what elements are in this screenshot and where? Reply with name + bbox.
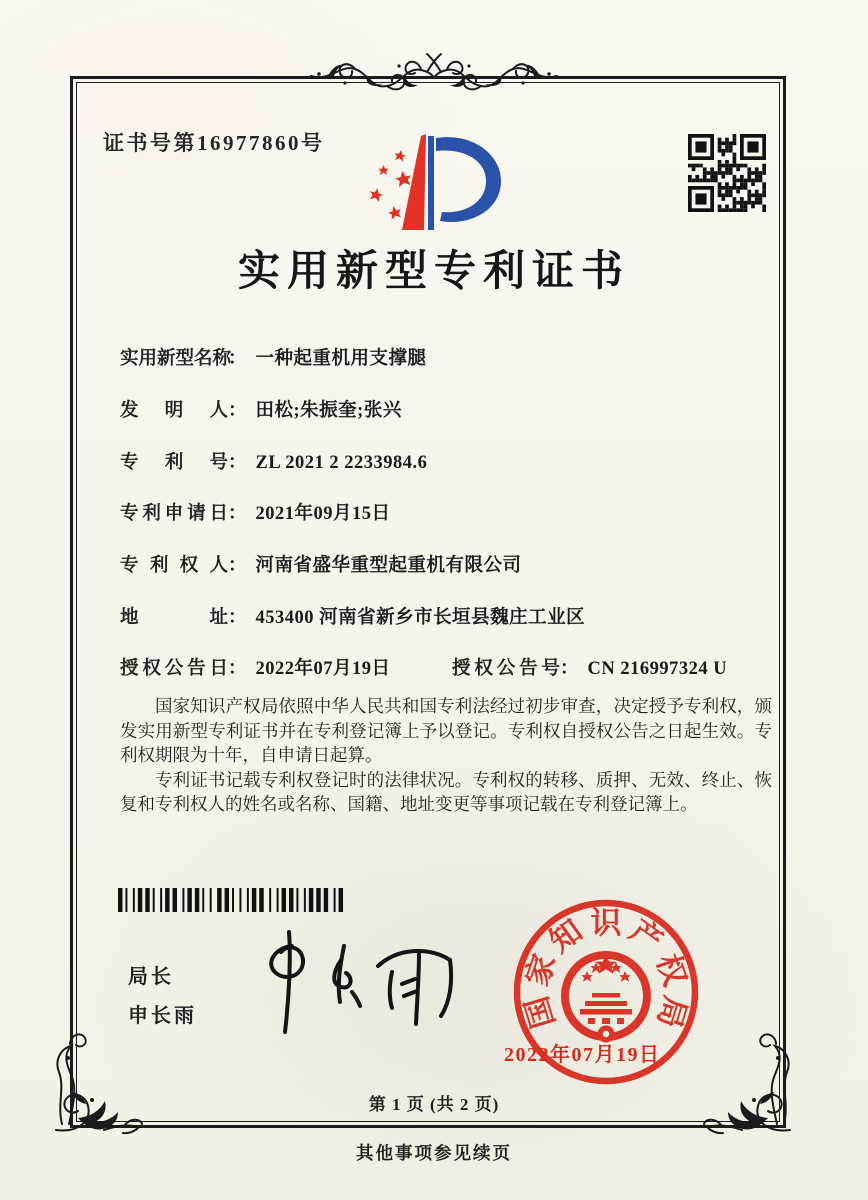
field-colon: ：	[228, 453, 247, 473]
field-colon: ：	[228, 659, 247, 679]
field-value: ZL 2021 2 2233984.6	[255, 453, 428, 473]
field-row-grant	[120, 654, 728, 680]
document-title: 实用新型专利证书	[237, 249, 630, 295]
field-label: 授权公告日	[120, 659, 228, 679]
field-colon: ：	[560, 659, 579, 679]
svg-text:家: 家	[519, 949, 563, 991]
field-row-patent-number	[120, 448, 427, 474]
field-value: 2022年07月19日	[255, 659, 391, 679]
field-value: 453400 河南省新乡市长垣县魏庄工业区	[255, 608, 586, 628]
commissioner-name: 申长雨	[128, 1005, 197, 1027]
field-colon: ：	[228, 401, 247, 421]
field-row-filing-date	[120, 499, 391, 525]
field-colon: ：	[228, 349, 247, 369]
field-label: 实用新型名称	[120, 349, 232, 369]
commissioner-title: 局长	[128, 966, 174, 988]
legal-paragraph-2: 专利证书记载专利权登记时的法律状况。专利权的转移、质押、无效、终止、恢复和专利权人的姓名或名称、国籍、地址变更等事项记载在专利登记簿上。	[120, 769, 772, 814]
field-label: 专利权人	[120, 556, 228, 576]
field-value: 一种起重机用支撑腿	[255, 349, 427, 369]
top-flourish-ornament	[309, 48, 559, 102]
cnipa-logo-icon	[358, 124, 520, 242]
commissioner-signature	[252, 926, 464, 1040]
certificate-number: 证书号第16977860号	[103, 131, 325, 155]
legal-paragraph-1: 国家知识产权局依照中华人民共和国专利法经过初步审查，决定授予专利权，颁发实用新型专利证书并在专利登记簿上予以登记。专利权自授权公告之日起生效。专利权期限为十年，自申请日起算。	[120, 696, 772, 765]
page-number: 第 1 页 (共 2 页)	[368, 1095, 500, 1114]
field-value: 河南省盛华重型起重机有限公司	[255, 556, 522, 576]
field-value: 田松;朱振奎;张兴	[255, 401, 402, 421]
field-value: 2021年09月15日	[255, 504, 391, 524]
svg-text:知: 知	[543, 912, 589, 960]
field-colon: ：	[228, 504, 247, 524]
legal-text-block	[120, 694, 772, 817]
field-label: 专利申请日	[120, 504, 228, 524]
bottom-left-corner-ornament	[48, 1022, 148, 1137]
svg-text:产: 产	[623, 912, 669, 960]
field-row-inventors	[120, 396, 402, 422]
svg-text:局: 局	[650, 992, 694, 1033]
seal-date: 2022年07月19日	[504, 1044, 661, 1066]
field-colon: ：	[228, 556, 247, 576]
field-row-address	[120, 603, 585, 629]
field-colon: ：	[228, 608, 247, 628]
barcode	[118, 888, 346, 912]
field-row-name	[120, 344, 427, 370]
svg-text:权: 权	[649, 949, 693, 991]
national-emblem	[565, 954, 647, 1043]
svg-text:国: 国	[518, 992, 562, 1033]
field-row-patentee	[120, 551, 522, 577]
field-value: CN 216997324 U	[587, 659, 728, 679]
field-label: 授权公告号	[452, 659, 560, 679]
bottom-right-corner-ornament	[698, 1022, 798, 1137]
continuation-note: 其他事项参见续页	[356, 1143, 512, 1163]
field-label: 专利号	[120, 453, 228, 473]
svg-text:识: 识	[590, 905, 622, 941]
field-label: 发明人	[120, 401, 228, 421]
field-label: 地址	[120, 608, 228, 628]
grant-number-group	[452, 654, 727, 680]
qr-code	[688, 134, 766, 212]
